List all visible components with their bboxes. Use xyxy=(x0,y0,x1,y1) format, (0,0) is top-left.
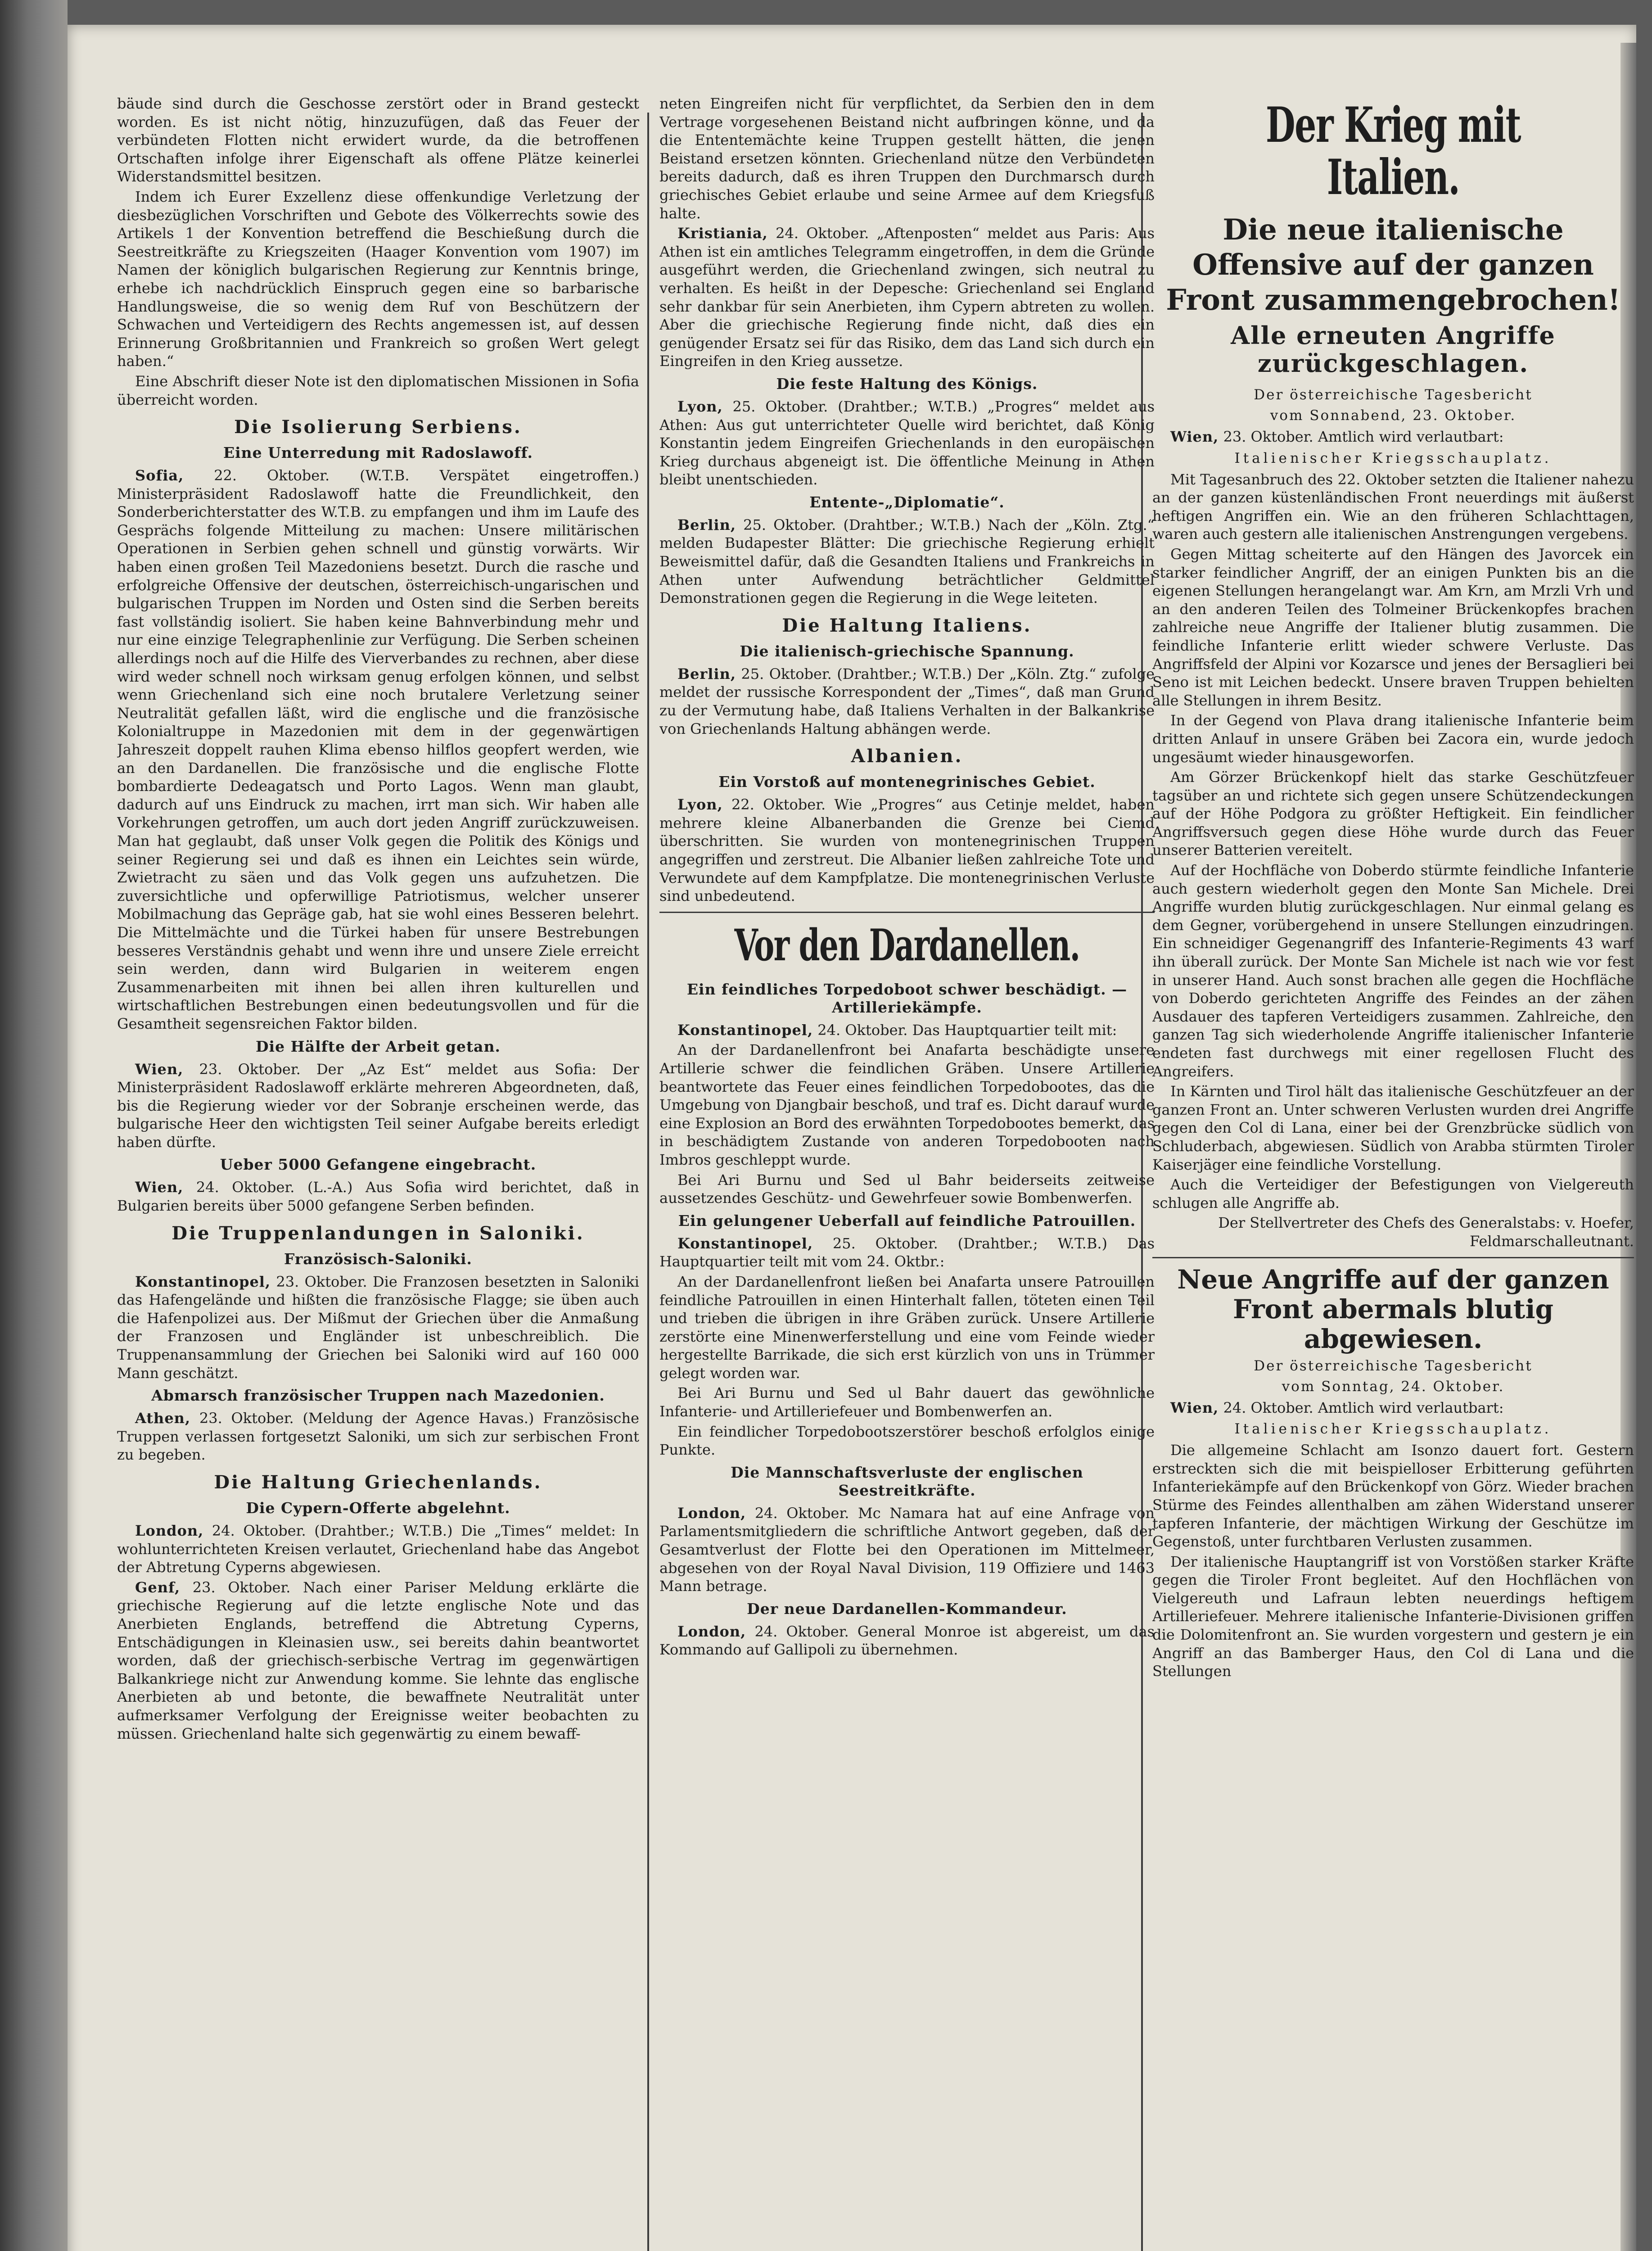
section-divider xyxy=(659,912,1155,913)
article-paragraph xyxy=(659,796,1155,905)
dateline-place: Konstantinopel, xyxy=(135,1273,271,1290)
headline-offensive: Die neue italienische Offensive auf der ganzen Front zusammengebrochen! xyxy=(1166,213,1620,317)
article-paragraph xyxy=(659,224,1155,371)
article-paragraph xyxy=(1152,428,1634,446)
article-paragraph: Der italienische Hauptangriff ist von Vorstößen starker Kräfte gegen die Tiroler Front begleitet. Auf den Hochflächen von Vielgereuth und Lafraun lebten neuerdings heftigem Artilleriefeuer. Mehrere italienische Infanterie-Divisionen griffen die Dolomitenfront an. Sie wurden vorgestern und gestern je ein Angriff an das Bamberger Haus, den Col di Lana und die Stellungen xyxy=(1152,1553,1634,1680)
column-middle xyxy=(659,95,1155,2251)
article-text: 23. Oktober. Nach einer Pariser Meldung erklärte die griechische Regierung auf die letzte englische Note und das Anerbieten Englands, betreffend die Abtretung Cyperns, Entschädigungen in Kleinasien usw., sei bereits dahin beantwortet worden, daß der griechisch-serbische Vertrag im gegenwärtigen Balkankriege nicht zur Anwendung komme. Sie lehnte das englische Anerbieten ab und betonte, die bewaffnete Neutralität unter aufmerksamer Verfolgung der Ereignisse weiter beobachten zu müssen. Griechenland halte sich gegenwärtig zu einem bewaff- xyxy=(117,1578,639,1742)
article-text: 24. Oktober. „Aftenposten“ meldet aus Paris: Aus Athen ist ein amtliches Telegramm eingetroffen, in dem die Gründe ausgeführt werden, die Griechenland zwingen, sich neutral zu verhalten. Es heißt in der Depesche: Griechenland sei England sehr dankbar für sein Anerbieten, ihm Cypern abtreten zu wollen. Aber die griechische Regierung finde nicht, daß dies ein genügender Ersatz sei für das Risiko, dem das Land sich durch ein Eingreifen in den Krieg aussetze. xyxy=(659,225,1155,370)
article-text: 23. Oktober. Die Franzosen besetzten in Saloniki das Hafengelände und hißten die französische Flagge; sie üben auch die Hafenpolizei aus. Der Mißmut der Griechen über die Anmaßung der Franzosen und Engländer ist unbeschreiblich. Die Truppenansammlung der Griechen bei Saloniki wird auf 160 000 Mann geschätzt. xyxy=(117,1273,639,1382)
subheading: Die italienisch-griechische Spannung. xyxy=(740,642,1074,660)
article-paragraph: bäude sind durch die Geschosse zerstört oder in Brand gesteckt worden. Es ist nicht nötig, hinzuzufügen, daß das Feuer der verbündeten Flotten nicht erwidert wurde, da die betroffenen Ortschaften infolge ihrer Eigenschaft als offene Plätze keinerlei Widerstandsmittel besitzen. xyxy=(117,95,639,185)
article-paragraph: Eine Abschrift dieser Note ist den diplomatischen Missionen in Sofia überreicht worden. xyxy=(117,372,639,408)
subheading: Die Hälfte der Arbeit getan. xyxy=(255,1037,501,1055)
article-paragraph: Bei Ari Burnu und Sed ul Bahr dauert das gewöhnliche Infanterie- und Artilleriefeuer und Bombenwerfen an. xyxy=(659,1384,1155,1420)
subheading: Ein Vorstoß auf montenegrinisches Gebiet. xyxy=(718,773,1096,791)
headline-neue-angriffe: Neue Angriffe auf der ganzen Front abermals blutig abgewiesen. xyxy=(1177,1264,1609,1354)
article-paragraph: Auf der Hochfläche von Doberdo stürmte feindliche Infanterie auch gestern wiederholt gegen den Monte San Michele. Drei Angriffe wurden blutig zurückgeschlagen. Nur einmal gelang es dem Gegner, vorübergehend in unsere Stellungen einzudringen. Ein schneidiger Gegenangriff des Infanterie-Regiments 43 warf ihn überall zurück. Der Monte San Michele ist nach wie vor fest in unserer Hand. Auch sonst brachen alle gegen die Hochfläche von Doberdo gerichteten Angriffe des Feindes an der zähen Ausdauer des tapferen Verteidigers zusammen. Zahlreiche, den ganzen Tag sich wiederholende Angriffe italienischer Infanterie endeten fast durchwegs mit einer regellosen Flucht des Angreifers. xyxy=(1152,862,1634,1080)
article-paragraph xyxy=(117,1578,639,1743)
dateline-place: Wien, xyxy=(1170,428,1219,445)
subheading: Der neue Dardanellen-Kommandeur. xyxy=(747,1600,1067,1618)
article-paragraph: Am Görzer Brückenkopf hielt das starke Geschützfeuer tagsüber an und richtete sich gegen unsere Schützendeckungen auf der Höhe Podgora zu größter Heftigkeit. Ein feindlicher Angriffsversuch gegen diese Höhe wurde durch das Feuer unserer Batterien vereitelt. xyxy=(1152,768,1634,859)
dateline-place: Lyon, xyxy=(677,796,723,814)
dateline-place: Wien, xyxy=(135,1179,184,1196)
subheading: Ein gelungener Ueberfall auf feindliche Patrouillen. xyxy=(678,1211,1136,1229)
headline-angriffe: Alle erneuten Angriffe zurückgeschlagen. xyxy=(1231,321,1556,378)
subheading: Eine Unterredung mit Radoslawoff. xyxy=(223,444,533,462)
article-paragraph xyxy=(1152,1399,1634,1417)
section-divider xyxy=(1152,1257,1634,1258)
article-paragraph xyxy=(117,466,639,1033)
dateline-place: Konstantinopel, xyxy=(677,1234,813,1252)
article-paragraph xyxy=(659,1234,1155,1271)
dateline-place: Wien, xyxy=(135,1060,184,1078)
theater-heading: Italienischer Kriegsschauplatz. xyxy=(1234,1421,1552,1437)
article-text: 25. Oktober. (Drahtber.; W.T.B.) Das Hauptquartier teilt mit vom 24. Oktbr.: xyxy=(659,1234,1155,1270)
article-text: 22. Oktober. (W.T.B. Verspätet eingetroffen.) Ministerpräsident Radoslawoff hatte die Freundlichkeit, den Sonderberichterstatter des W.T.B. zu empfangen und ihm im Laufe des Gesprächs folgende Mitteilung zu machen: Unsere militärischen Operationen in Serbien gehen schnell und günstig vorwärts. Wir haben einen großen Teil Mazedoniens besetzt. Durch die rasche und erfolgreiche Offensive der deutschen, österreichisch-ungarischen und bulgarischen Truppen im Norden und Osten sind die Serben bereits fast vollständig isoliert. Sie haben keine Bahnverbindung mehr und nur eine einzige Telegraphenlinie zur Verfügung. Die Serben scheinen allerdings noch auf die Hilfe des Vierverbandes zu rechnen, aber diese wird weder schnell noch wirksam genug erfolgen können, und selbst wenn Griechenland sich eine noch brutalere Verletzung seiner Neutralität gefallen läßt, wird die englische und die französische Kolonialtruppe in Mazedonien mit dem in der gegenwärtigen Jahreszeit doppelt rauhen Klima ebenso hilflos geopfert werden, wie an den Dardanellen. Die französische und die englische Flotte bombardierte Dedeagatsch und Porto Lagos. Wenn man glaubt, dadurch auf uns Eindruck zu machen, irrt man sich. Wir haben alle Vorkehrungen getroffen, um auch dort jeden Angriff zurückzuweisen. Man hat geglaubt, daß unser Volk gegen die Politik des Königs und seiner Regierung sei und daß es ihnen ein Leichtes sein würde, Zwietracht zu säen und das Volk gegen uns aufzuhetzen. Die zuversichtliche und opferwillige Patriotismus, welcher unserer Mobilmachung das Gepräge gab, hat sie wohl eines Besseren belehrt. Die Mittelmächte und die Türkei haben für unsere Bestrebungen besseres Verständnis gehabt und wenn ihre und unsere Ziele erreicht sein werden, dann wird Bulgarien in weiterem engen Zusammenarbeiten mit ihnen bei allen ihren kulturellen und wirtschaftlichen Bestrebungen einen bedeutungsvollen und für die Gesamtheit segensreichen Faktor bilden. xyxy=(117,467,639,1032)
dateline-place: Wien, xyxy=(1170,1399,1219,1416)
article-text: 24. Oktober. Mc Namara hat auf eine Anfrage von Parlamentsmitgliedern die schriftliche Antwort gegeben, daß der Gesamtverlust der Flotte bei den Operationen im Mittelmeer, abgesehen von der Royal Naval Division, 119 Offiziere und 1463 Mann betrage. xyxy=(659,1504,1155,1595)
subheading: Französisch-Saloniki. xyxy=(284,1250,472,1268)
article-paragraph xyxy=(659,1504,1155,1596)
dateline-place: Athen, xyxy=(135,1410,191,1427)
dateline-place: London, xyxy=(135,1522,204,1539)
section-heading: Albanien. xyxy=(851,746,963,767)
article-text: 25. Oktober. (Drahtber.; W.T.B.) Der „Köln. Ztg.“ zufolge meldet der russische Korrespondent der „Times“, daß man Grund zu der Vermutung habe, daß Italiens Verhalten in der Balkankrise von Griechenlands Haltung abhängen werde. xyxy=(659,665,1155,737)
article-text: 23. Oktober. Amtlich wird verlautbart: xyxy=(1223,428,1504,445)
article-text: 24. Oktober. Das Hauptquartier teilt mit: xyxy=(817,1021,1117,1039)
article-paragraph xyxy=(659,665,1155,738)
article-paragraph: Die allgemeine Schlacht am Isonzo dauert fort. Gestern erstreckten sich die mit beispielloser Erbitterung geführten Infanteriekämpfe auf den Brückenkopf von Görz. Wieder brachen Stürme des Feindes allenthalben am zähen Widerstand unserer tapferen Infanterie, der mächtigen Wirkung der Geschütze im Gegenstoß, unter furchtbaren Verlusten zusammen. xyxy=(1152,1442,1634,1550)
article-paragraph: Gegen Mittag scheiterte auf den Hängen des Javorcek ein starker feindlicher Angriff, der an einigen Punkten bis an die eigenen Stellungen herangelangt war. Am Krn, am Mrzli Vrh und an den anderen Teilen des Tolmeiner Brückenkopfes brachen zahlreiche neue Angriffe der Italiener blutig zusammen. Die feindliche Infanterie erlitt wieder schwere Verluste. Das Angriffsfeld der Alpini vor Kozarsce und jenes der Bersaglieri bei Seno ist mit Leichen bedeckt. Unsere braven Truppen behielten alle Stellungen in ihrem Besitz. xyxy=(1152,545,1634,709)
subheading: Die Cypern-Offerte abgelehnt. xyxy=(246,1499,510,1517)
article-paragraph: Mit Tagesanbruch des 22. Oktober setzten die Italiener nahezu an der ganzen küstenländischen Front neuerdings mit äußerst heftigen Angriffen ein. Wie an den früheren Schlachttagen, waren auch gestern alle italienischen Anstrengungen vergebens. xyxy=(1152,470,1634,543)
subheading: Ein feindliches Torpedoboot schwer beschädigt. — Artilleriekämpfe. xyxy=(686,980,1128,1016)
article-paragraph: Ein feindlicher Torpedobootszerstörer beschoß erfolglos einige Punkte. xyxy=(659,1423,1155,1459)
article-text: 24. Oktober. (L.-A.) Aus Sofia wird berichtet, daß in Bulgarien bereits über 5000 gefangene Serben befinden. xyxy=(117,1179,639,1215)
article-text: 23. Oktober. (Meldung der Agence Havas.) Französische Truppen verlassen fortgesetzt Saloniki, um sich zur serbischen Front zu begeben. xyxy=(117,1410,639,1464)
signature-line: Der Stellvertreter des Chefs des Generalstabs: v. Hoefer, Feldmarschalleutnant. xyxy=(1218,1214,1634,1250)
dateline-place: Sofia, xyxy=(135,467,184,484)
article-paragraph: neten Eingreifen nicht für verpflichtet, da Serbien den in dem Vertrage vorgesehenen Beistand nicht aufbringen könne, und da die Ententemächte keine Truppen gestellt hätten, die jenen Beistand ersetzen könnten. Griechenland nütze den Verbündeten bereits dadurch, daß es ihren Truppen den Durchmarsch durch griechisches Gebiet erlaube und seine Armee auf dem Kriegsfuß halte. xyxy=(659,95,1155,222)
article-text: 22. Oktober. Wie „Progres“ aus Cetinje meldet, haben mehrere kleine Albanerbanden die Grenze bei Ciemd überschritten. Sie wurden von montenegrinischen Truppen angegriffen und zerstreut. Die Albanier ließen zahlreiche Tote und Verwundete auf dem Kampfplatze. Die montenegrinischen Verluste sind unbedeutend. xyxy=(659,796,1155,905)
article-paragraph xyxy=(117,1178,639,1215)
section-heading: Die Haltung Italiens. xyxy=(782,615,1032,636)
article-paragraph xyxy=(659,516,1155,607)
column-rule-1 xyxy=(647,113,649,2251)
article-paragraph xyxy=(117,1060,639,1152)
report-date: vom Sonntag, 24. Oktober. xyxy=(1282,1378,1505,1395)
article-paragraph xyxy=(117,1409,639,1464)
subheading: Abmarsch französischer Truppen nach Mazedonien. xyxy=(151,1387,605,1405)
article-paragraph: Auch die Verteidiger der Befestigungen von Vielgereuth schlugen alle Angriffe ab. xyxy=(1152,1176,1634,1211)
article-text: 25. Oktober. (Drahtber.; W.T.B.) „Progres“ meldet aus Athen: Aus gut unterrichteter Quelle wird berichtet, daß König Konstantin jedem Eingreifen Griechenlands in den europäischen Krieg durchaus abgeneigt ist. Die öffentliche Meinung in Athen bleibt unentschieden. xyxy=(659,398,1155,488)
dateline-place: Berlin, xyxy=(677,516,736,533)
article-paragraph xyxy=(117,1522,639,1577)
section-heading: Die Truppenlandungen in Saloniki. xyxy=(172,1222,585,1244)
theater-heading: Italienischer Kriegsschauplatz. xyxy=(1234,450,1552,466)
article-text: 24. Oktober. (Drahtber.; W.T.B.) Die „Times“ meldet: In wohlunterrichteten Kreisen verlautet, Griechenland habe das Angebot der Abtretung Cyperns abgewiesen. xyxy=(117,1522,639,1576)
section-heading: Die Isolierung Serbiens. xyxy=(234,416,522,438)
subheading: Entente-„Diplomatie“. xyxy=(809,493,1005,511)
report-heading: Der österreichische Tagesbericht xyxy=(1254,1357,1533,1374)
article-paragraph xyxy=(659,1021,1155,1040)
article-paragraph: An der Dardanellenfront bei Anafarta beschädigte unsere Artillerie schwer die feindlichen Gräben. Unsere Artillerie beantwortete das Feuer eines feindlichen Torpedobootes, das die Umgebung von Djangbair beschoß, und traf es. Dicht darauf wurde eine Explosion an Bord des erwähnten Torpedobootes bemerkt, das in beschädigtem Zustande von anderen Torpedobooten nach Imbros geschleppt wurde. xyxy=(659,1041,1155,1168)
article-paragraph xyxy=(659,1623,1155,1659)
article-paragraph xyxy=(659,398,1155,489)
subheading: Die feste Haltung des Königs. xyxy=(776,375,1038,393)
article-text: 23. Oktober. Der „Az Est“ meldet aus Sofia: Der Ministerpräsident Radoslawoff erklärte mehreren Abgeordneten, daß, bis die Regierung wieder vor der Sobranje erscheinen werde, das bulgarische Heer den wichtigsten Teil seiner Aufgabe bereits erledigt haben dürfte. xyxy=(117,1060,639,1151)
article-text: 25. Oktober. (Drahtber.; W.T.B.) Nach der „Köln. Ztg.“ melden Budapester Blätter: Die griechische Regierung erhielt Beweismittel dafür, daß die Gesandten Italiens und Frankreichs in Athen unter Aufwendung beträchtlicher Geldmittel Demonstrationen gegen die Regierung in die Wege leiteten. xyxy=(659,516,1155,607)
dateline-place: London, xyxy=(677,1504,746,1522)
article-text: 24. Oktober. General Monroe ist abgereist, um das Kommando auf Gallipoli zu übernehmen. xyxy=(659,1623,1155,1659)
article-paragraph: In Kärnten und Tirol hält das italienische Geschützfeuer an der ganzen Front an. Unter schweren Verlusten wurden drei Angriffe gegen den Col di Lana, einer bei der Grenzbrücke südlich von Schluderbach, abgewiesen. Südlich von Arabba stürmten Tiroler Kaiserjäger eine feindliche Vorstellung. xyxy=(1152,1083,1634,1173)
article-paragraph xyxy=(117,1273,639,1383)
column-right xyxy=(1152,95,1634,2251)
article-paragraph: An der Dardanellenfront ließen bei Anafarta unsere Patrouillen feindliche Patrouillen in einen Hinterhalt fallen, töteten einen Teil und trieben die übrigen in ihre Gräben zurück. Unsere Artillerie zerstörte eine Minenwerferstellung und eine vom Feinde wieder hergestellte Barrikade, die sich erst kürzlich von uns in Trümmer gelegt worden war. xyxy=(659,1273,1155,1382)
article-text: 24. Oktober. Amtlich wird verlautbart: xyxy=(1223,1399,1504,1416)
dateline-place: Berlin, xyxy=(677,665,736,683)
article-paragraph: Bei Ari Burnu und Sed ul Bahr beiderseits zeitweise aussetzendes Geschütz- und Gewehrfeuer sowie Bombenwerfen. xyxy=(659,1171,1155,1207)
dateline-place: Konstantinopel, xyxy=(677,1021,813,1039)
article-paragraph: Indem ich Eurer Exzellenz diese offenkundige Verletzung der diesbezüglichen Vorschriften und Gebote des Völkerrechts sowie des Artikels 1 der Konvention betreffend die Beschießung durch die Seestreitkräfte zu Kriegszeiten (Haager Konvention vom 1907) im Namen der königlich bulgarischen Regierung zur Kenntnis bringe, erhebe ich nachdrücklich Einspruch gegen eine so barbarische Handlungsweise, die so wenig dem Ruf von Beschützern der Schwachen und Verteidigern des Rechts angemessen ist, auf dessen Erinnerung Großbritannien und Frankreich so großen Wert gelegt haben.“ xyxy=(117,188,639,370)
headline-dardanellen: Vor den Dardanellen. xyxy=(734,919,1080,971)
dateline-place: Lyon, xyxy=(677,398,723,415)
article-paragraph: In der Gegend von Plava drang italienische Infanterie beim dritten Anlauf in unsere Gräben bei Zacora ein, wurde jedoch ungesäumt wieder hinausgeworfen. xyxy=(1152,712,1634,766)
dateline-place: Genf, xyxy=(135,1578,181,1596)
subheading: Ueber 5000 Gefangene eingebracht. xyxy=(220,1156,537,1174)
report-heading: Der österreichische Tagesbericht xyxy=(1254,387,1533,403)
report-date: vom Sonnabend, 23. Oktober. xyxy=(1270,407,1517,424)
column-left xyxy=(117,95,639,2251)
dateline-place: London, xyxy=(677,1623,746,1640)
dateline-place: Kristiania, xyxy=(677,225,768,242)
book-binding-edge xyxy=(0,0,68,2251)
section-heading: Die Haltung Griechenlands. xyxy=(214,1472,542,1493)
subheading: Die Mannschaftsverluste der englischen Seestreitkräfte. xyxy=(731,1463,1083,1499)
headline-krieg-italien: Der Krieg mit Italien. xyxy=(1265,97,1521,206)
